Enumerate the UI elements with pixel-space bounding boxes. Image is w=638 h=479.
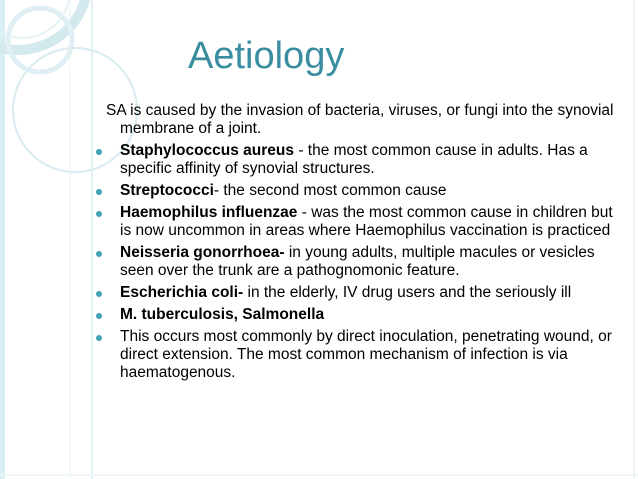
slide-title: Aetiology xyxy=(188,35,345,77)
bullet-bold-text: Staphylococcus aureus xyxy=(120,142,295,159)
bullet-text: - the most common cause in adults. Has a specific affinity of synovial structures. xyxy=(120,142,588,177)
slide-content xyxy=(106,102,626,386)
bullet-text: in young adults, multiple macules or vesicles seen over the trunk are a pathognomonic feature. xyxy=(120,244,595,279)
bullet-icon xyxy=(96,335,102,341)
bullet-text: - the second most common cause xyxy=(213,182,447,199)
bullet-text: This occurs most commonly by direct inoculation, penetrating wound, or direct extension. The most common mechanism of infection is via haematogenous. xyxy=(120,328,612,381)
bullet-text: in the elderly, IV drug users and the seriously ill xyxy=(243,284,572,301)
intro-text: SA is caused by the invasion of bacteria, viruses, or fungi into the synovial membrane of a joint. xyxy=(106,102,614,137)
bullet-bold-text: Haemophilus influenzae xyxy=(120,204,298,221)
bullet-icon xyxy=(96,313,102,319)
bullet-icon xyxy=(96,211,102,217)
bullet-text: - was the most common cause in children but is now uncommon in areas where Haemophilus vaccination is practiced xyxy=(120,204,613,239)
bullet-bold-text: M. tuberculosis, Salmonella xyxy=(120,306,325,323)
bullet-bold-text: Neisseria gonorrhoea- xyxy=(120,244,285,261)
bullet-icon xyxy=(96,251,102,257)
list-item xyxy=(106,142,626,178)
list-item xyxy=(106,204,626,240)
list-item xyxy=(106,182,626,200)
list-item xyxy=(106,244,626,280)
bullet-bold-text: Streptococci xyxy=(120,182,214,199)
bullet-icon xyxy=(96,189,102,195)
list-item xyxy=(106,306,626,324)
bullet-icon xyxy=(96,149,102,155)
list-item xyxy=(106,284,626,302)
bullet-list xyxy=(106,142,626,382)
bullet-bold-text: Escherichia coli- xyxy=(120,284,244,301)
bullet-icon xyxy=(96,291,102,297)
list-item xyxy=(106,328,626,382)
